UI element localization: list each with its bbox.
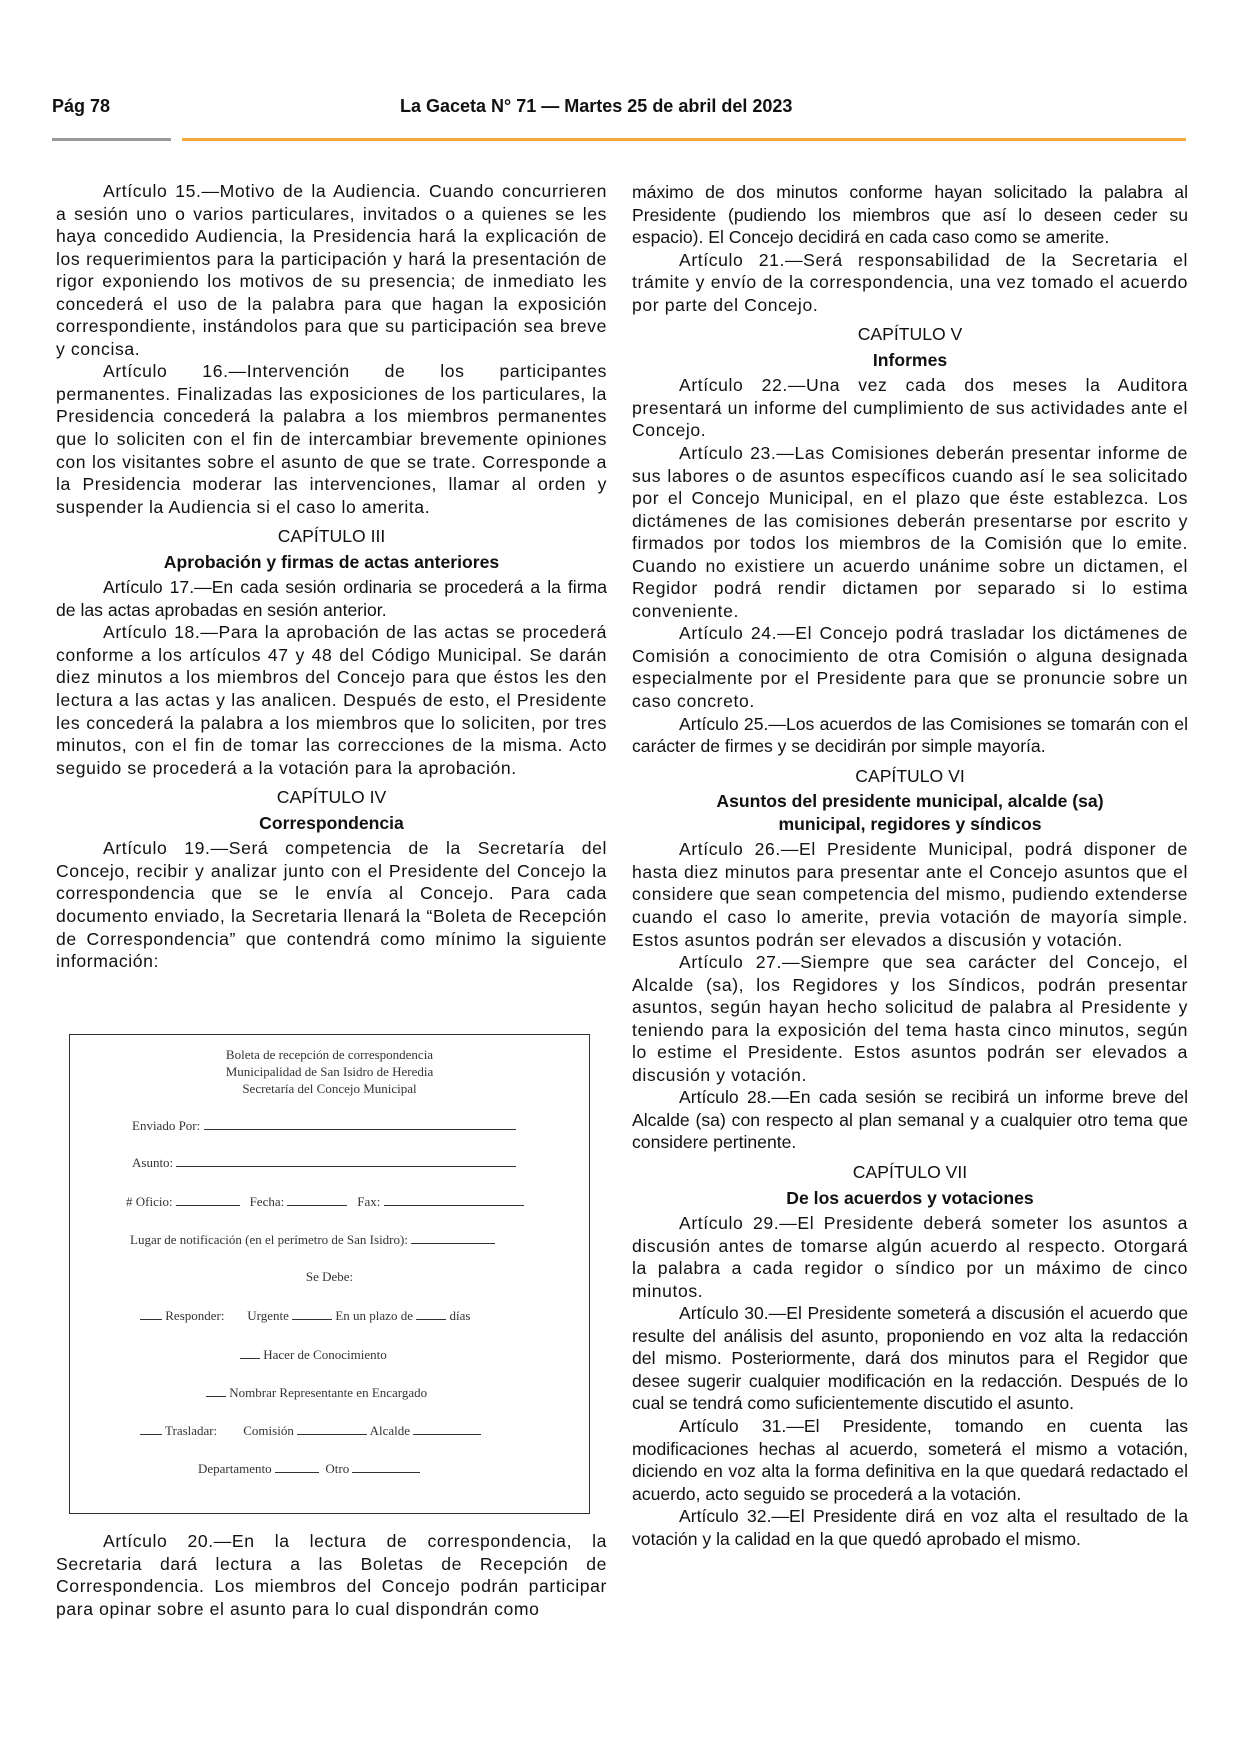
- form-nombrar: Nombrar Representante en Encargado: [206, 1384, 427, 1401]
- left-column-bottom: [56, 1530, 607, 1620]
- chapter-5-title: Informes: [872, 349, 948, 370]
- article-31: Artículo 31.—El Presidente, tomando en cuenta las modificaciones hechas al acuerdo, someterá el mismo a votación, diciendo en voz alta la forma definitiva en la que quedará redactado el acuerdo, acto seguido se procederá a la votación.: [632, 1415, 1188, 1504]
- article-23: Artículo 23.—Las Comisiones deberán presentar informe de sus labores o de asuntos específicos cuando así le sea solicitado por el Concejo Municipal, en el plazo que éste establezca. Los dictámenes de las comisiones deberán presentarse por escrito y firmados por todos los miembros de la Comisión que lo emite. Cuando no existiere un acuerdo unánime sobre un dictamen, el Regidor podrá rendir dictamen por separado si lo estima conveniente.: [632, 443, 1188, 621]
- chapter-6-title-line-2: municipal, regidores y síndicos: [778, 813, 1042, 834]
- article-20-continued: máximo de dos minutos conforme hayan solicitado la palabra al Presidente (pudiendo los miembros que así lo deseen ceder su espacio). El Concejo decidirá en cada caso como se amerite.: [632, 182, 1188, 248]
- correspondence-form-image: [69, 1034, 590, 1514]
- chapter-6-title-line-1: Asuntos del presidente municipal, alcalde (sa): [716, 791, 1104, 812]
- chapter-7-heading: CAPÍTULO VII: [852, 1161, 968, 1182]
- form-trasladar-row: Trasladar: Comisión Alcalde: [140, 1422, 481, 1439]
- header-rule-gray: [52, 138, 171, 141]
- form-lugar: Lugar de notificación (en el perímetro de San Isidro):: [130, 1231, 495, 1248]
- chapter-5-heading: CAPÍTULO V: [857, 324, 963, 345]
- article-29: Artículo 29.—El Presidente deberá someter los asuntos a discusión antes de tomarse algún acuerdo al respecto. Otorgará la palabra a cada regidor o síndico por un máximo de cinco minutos.: [632, 1213, 1188, 1301]
- right-column: [632, 181, 1188, 1550]
- article-26: Artículo 26.—El Presidente Municipal, podrá disponer de hasta diez minutos para presentar ante el Concejo asuntos que el considere que sean competencia del mismo, pudiendo extenderse cuando el caso lo amerite, previa votación de mayoría simple. Estos asuntos podrán ser elevados a discusión y votación.: [632, 839, 1188, 950]
- header-rule-orange: [182, 138, 1186, 141]
- article-18: Artículo 18.—Para la aprobación de las actas se procederá conforme a los artículos 47 y 48 del Código Municipal. Se darán diez minutos a los miembros del Concejo para que éstos les den lectura a las actas y las analicen. Después de esto, el Presidente les concederá la palabra a los miembros que lo soliciten, por tres minutos, con el fin de tomar las correcciones de la misma. Acto seguido se procederá a la votación para la aprobación.: [56, 622, 607, 778]
- page-number: Pág 78: [52, 96, 111, 116]
- form-departamento-row: Departamento Otro: [198, 1460, 420, 1477]
- chapter-4-title: Correspondencia: [259, 812, 404, 833]
- chapter-7-title: De los acuerdos y votaciones: [786, 1187, 1034, 1208]
- article-20: Artículo 20.—En la lectura de correspondencia, la Secretaria dará lectura a las Boletas de Recepción de Correspondencia. Los miembros del Concejo podrán participar para opinar sobre el asunto para lo cual dispondrán como: [56, 1531, 607, 1619]
- left-column: [56, 180, 607, 973]
- article-32: Artículo 32.—El Presidente dirá en voz alta el resultado de la votación y la calidad en la que quedó aprobado el mismo.: [632, 1506, 1188, 1549]
- article-15: Artículo 15.—Motivo de la Audiencia. Cuando concurrieren a sesión uno o varios particulares, invitados o a quienes se les haya concedido Audiencia, la Presidencia hará la explicación de los requerimientos para la participación y hará la presentación de rigor exponiendo los motivos de su presencia; de inmediato les concederá el uso de la palabra para que hagan la exposición correspondiente, instándolos para que su participación sea breve y concisa.: [56, 181, 607, 359]
- article-30: Artículo 30.—El Presidente someterá a discusión el acuerdo que resulte del análisis del asunto, proponiendo en voz alta la redacción del mismo. Posteriormente, dará dos minutos para el Regidor que desee sugerir cualquier modificación en la redacción. Después de lo cual se tendrá como suficientemente discutido el asunto.: [632, 1303, 1188, 1414]
- form-asunto: Asunto:: [132, 1154, 516, 1171]
- form-title-2: Municipalidad de San Isidro de Heredia: [225, 1064, 434, 1079]
- article-17: Artículo 17.—En cada sesión ordinaria se procederá a la firma de las actas aprobadas en sesión anterior.: [56, 577, 607, 620]
- form-enviado-por: Enviado Por:: [132, 1117, 516, 1134]
- chapter-3-title: Aprobación y firmas de actas anteriores: [163, 551, 500, 572]
- article-27: Artículo 27.—Siempre que sea carácter del Concejo, el Alcalde (sa), los Regidores y los Síndicos, podrán presentar asuntos, según hayan hecho solicitud de palabra al Presidente y teniendo para la exposición del tema hasta cinco minutos, según lo estime el Presidente. Estos asuntos podrán ser elevados a discusión y votación.: [632, 952, 1188, 1085]
- form-oficio-row: # Oficio: Fecha: Fax:: [126, 1193, 524, 1210]
- article-21: Artículo 21.—Será responsabilidad de la Secretaria el trámite y envío de la correspondencia, una vez tomado el acuerdo por parte del Concejo.: [632, 249, 1188, 315]
- article-19: Artículo 19.—Será competencia de la Secretaría del Concejo, recibir y analizar junto con el Presidente del Concejo la correspondencia que se le envía al Concejo. Para cada documento enviado, la Secretaria llenará la “Boleta de Recepción de Correspondencia” que contendrá como mínimo la siguiente información:: [56, 838, 607, 972]
- article-24: Artículo 24.—El Concejo podrá trasladar los dictámenes de Comisión a conocimiento de otra Comisión o alguna designada especialmente por el Presidente para que se pronuncie sobre un caso concreto.: [632, 623, 1188, 712]
- publication-title: La Gaceta N° 71 — Martes 25 de abril del 2023: [400, 96, 793, 116]
- chapter-4-heading: CAPÍTULO IV: [276, 787, 387, 808]
- article-16: Artículo 16.—Intervención de los participantes permanentes. Finalizadas las exposiciones de los particulares, la Presidencia concederá la palabra a los miembros permanentes que lo soliciten con el fin de intercambiar brevemente opiniones con los visitantes sobre el asunto de que se trate. Corresponde a la Presidencia moderar las intervenciones, llamar al orden y suspender la Audiencia si el caso lo amerita.: [56, 361, 607, 517]
- chapter-6-heading: CAPÍTULO VI: [855, 765, 965, 786]
- article-22: Artículo 22.—Una vez cada dos meses la Auditora presentará un informe del cumplimiento de sus actividades ante el Concejo.: [632, 375, 1188, 441]
- form-responder-row: Responder: Urgente En un plazo de días: [140, 1307, 470, 1324]
- form-title-3: Secretaría del Concejo Municipal: [242, 1081, 417, 1096]
- article-28: Artículo 28.—En cada sesión se recibirá un informe breve del Alcalde (sa) con respecto al plan semanal y a cualquier otro tema que considere pertinente.: [632, 1087, 1188, 1153]
- article-25: Artículo 25.—Los acuerdos de las Comisiones se tomarán con el carácter de firmes y se decidirán por simple mayoría.: [632, 713, 1188, 757]
- form-hacer-conocimiento: Hacer de Conocimiento: [240, 1346, 387, 1363]
- form-se-debe: Se Debe:: [305, 1269, 354, 1284]
- form-title-1: Boleta de recepción de correspondencia: [225, 1047, 434, 1062]
- chapter-3-heading: CAPÍTULO III: [277, 526, 386, 547]
